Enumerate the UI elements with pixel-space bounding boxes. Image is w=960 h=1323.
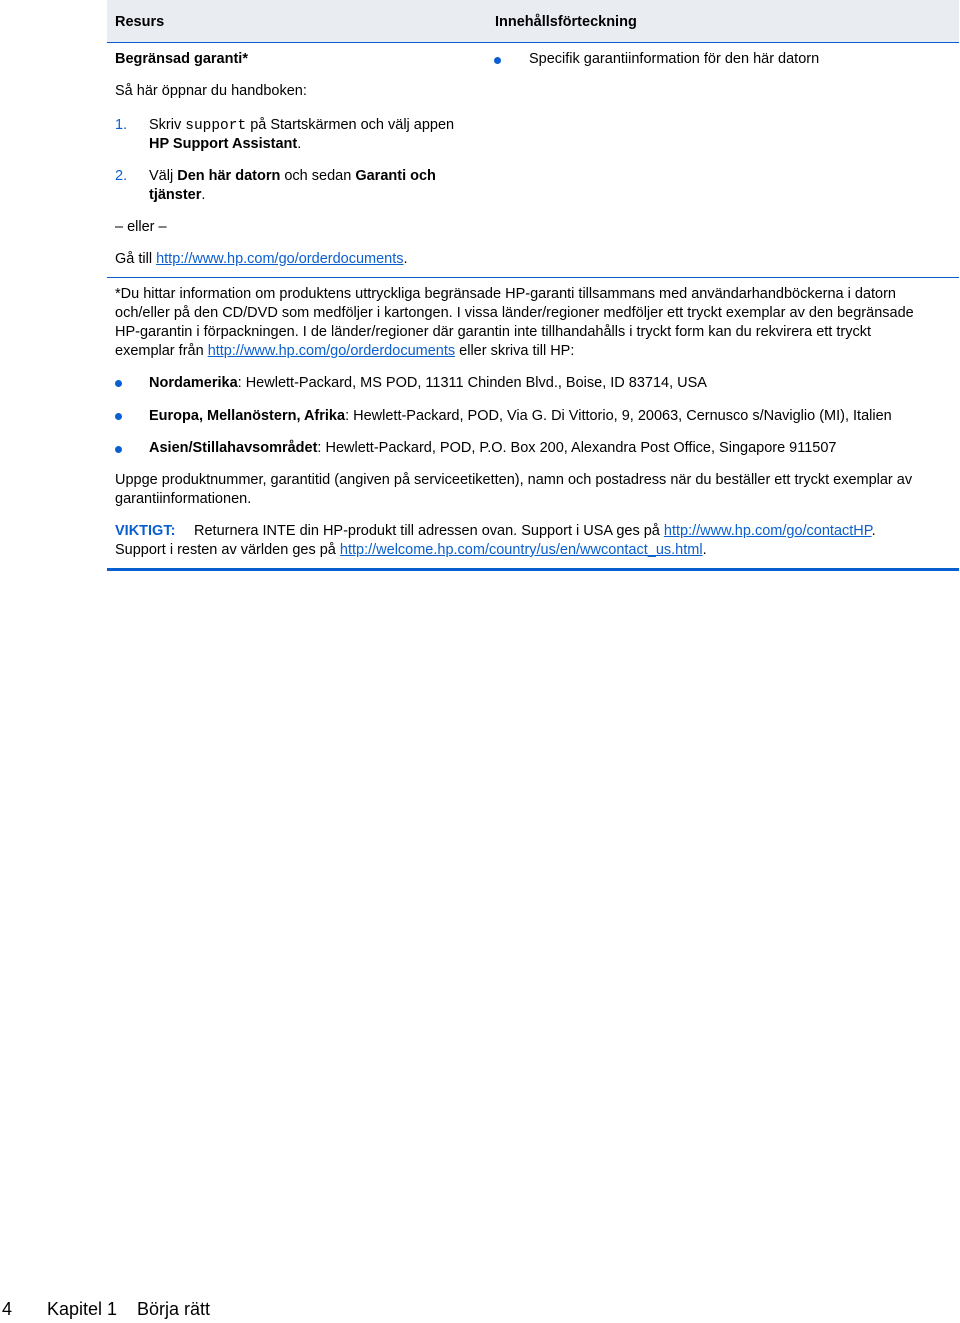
or-separator: – eller – (115, 219, 167, 235)
bottom-rule (107, 568, 959, 571)
howto-label: Så här öppnar du handboken: (115, 83, 307, 99)
orderdocuments-link[interactable]: http://www.hp.com/go/orderdocuments (156, 251, 404, 267)
bullet-icon (115, 380, 122, 387)
contacthp-link[interactable]: http://www.hp.com/go/contactHP (663, 523, 872, 539)
column-header-toc: Innehållsförteckning (495, 14, 637, 30)
address-item: Nordamerika: Hewlett-Packard, MS POD, 11311 Chinden Blvd., Boise, ID 83714, USA (149, 375, 707, 391)
bullet-icon (115, 413, 122, 420)
app-name: HP Support Assistant (149, 136, 298, 152)
goto-line: Gå till http://www.hp.com/go/orderdocuments. (115, 251, 408, 267)
step-1: 1. Skriv support på Startskärmen och välj appen (115, 117, 455, 134)
orderdocuments-link-2[interactable]: http://www.hp.com/go/orderdocuments (207, 343, 456, 359)
chapter-title: Börja rätt (137, 1299, 211, 1319)
step-2-line2: tjänster. (149, 187, 206, 203)
bullet-icon (494, 57, 501, 64)
step-number: 1. (115, 117, 128, 133)
resource-title: Begränsad garanti* (115, 51, 248, 67)
wwcontact-link[interactable]: http://welcome.hp.com/country/us/en/wwcontact_us.html (339, 542, 703, 558)
warranty-note: *Du hittar information om produktens uttryckliga begränsade HP-garanti tillsammans med användarhandböckerna i datorn och/eller på den CD/DVD som medföljer i kartongen. I vissa länder/regioner medföljer ett tryckt exemplar av den begränsade HP-garantin i förpackningen. I de länder/regioner där garantin inte tillhandahålls i tryckt form kan du rekvirera ett tryckt exemplar från http://www.hp.com/go/orderdocuments eller skriva till HP: (115, 286, 914, 359)
important-label: VIKTIGT: (115, 523, 176, 539)
page-number: 4 (2, 1299, 13, 1319)
bullet-icon (115, 446, 122, 453)
step-1-line2: HP Support Assistant. (149, 136, 302, 152)
address-item: Europa, Mellanöstern, Afrika: Hewlett-Packard, POD, Via G. Di Vittorio, 9, 20063, Cernusco s/Naviglio (MI), Italien (149, 408, 892, 424)
column-header-resource: Resurs (115, 14, 165, 30)
chapter-label: Kapitel 1 (47, 1299, 118, 1319)
step-2: 2. Välj Den här datorn och sedan Garanti och (115, 168, 436, 184)
important-note: VIKTIGT: Returnera INTE din HP-produkt till adressen ovan. Support i USA ges på http://www.hp.com/go/contactHP. Support i resten av världen ges på http://welcome.hp.com/country/us/en/wwcontact_us.html. (115, 523, 876, 558)
product-info: Uppge produktnummer, garantitid (angiven på serviceetiketten), namn och postadress när du beställer ett tryckt exemplar av garantiinformationen. (115, 472, 913, 507)
code-text: support (185, 118, 247, 134)
address-item: Asien/Stillahavsområdet: Hewlett-Packard, POD, P.O. Box 200, Alexandra Post Office, Singapore 911507 (149, 440, 837, 456)
header-divider (107, 42, 959, 43)
table-bottom-rule (107, 277, 959, 278)
step-number: 2. (115, 168, 128, 184)
toc-item: Specifik garantiinformation för den här datorn (529, 51, 820, 67)
